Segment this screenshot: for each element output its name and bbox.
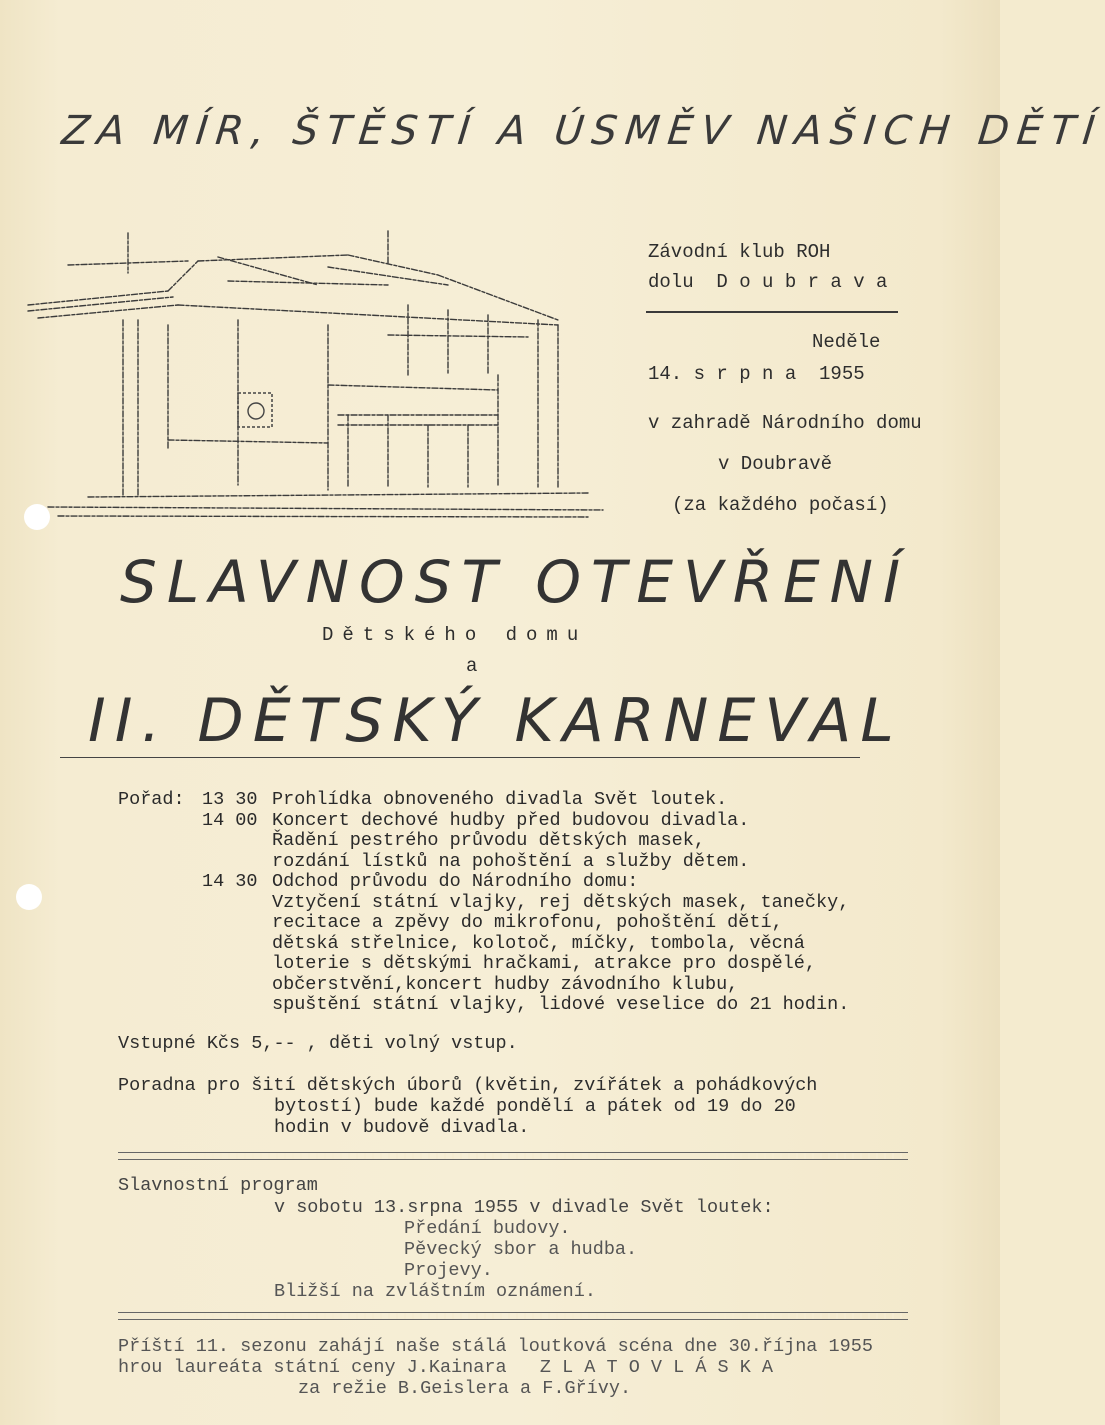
admission-line	[118, 1034, 518, 1054]
main-title: SLAVNOST OTEVŘENÍ	[120, 548, 911, 616]
admission-note: , děti volný vstup.	[306, 1033, 518, 1054]
program-line: loterie s dětskými hračkami, atrakce pro dospělé,	[272, 953, 816, 974]
festive-when: v sobotu 13.srpna 1955 v divadle Svět loutek:	[274, 1197, 774, 1218]
subtitle-childrens-house: Dětského domu	[322, 624, 588, 646]
program-line: občerstvění,koncert hudby závodního klubu,	[272, 973, 739, 995]
program-line: dětská střelnice, kolotoč, míčky, tombola, věcná	[272, 932, 805, 954]
festive-note: Bližší na zvláštním oznámení.	[274, 1281, 596, 1302]
program-time: 14 30	[202, 871, 258, 892]
event-date: 14. s r p n a 1955	[648, 363, 865, 385]
workshop-line-3: hodin v budově divadla.	[274, 1117, 530, 1138]
workshop-line-1: Poradna pro šití dětských úborů (květin, zvířátek a pohádkových	[118, 1075, 818, 1096]
festive-title: Slavnostní program	[118, 1175, 318, 1196]
festive-item: Projevy.	[404, 1260, 493, 1281]
program-line: Prohlídka obnoveného divadla Svět loutek.	[272, 789, 728, 810]
double-dashed-separator	[118, 1152, 908, 1160]
program-line: spuštění státní vlajky, lidové veselice do 21 hodin.	[272, 994, 850, 1015]
program-line: recitace a zpěvy do mikrofonu, pohoštění dětí,	[272, 912, 783, 933]
event-town: v Doubravě	[718, 453, 833, 475]
program-line: rozdání lístků na pohoštění a služby dětem.	[272, 850, 750, 872]
program-line: Vztyčení státní vlajky, rej dětských masek, tanečky,	[272, 891, 850, 913]
event-place: v zahradě Národního domu	[648, 412, 922, 434]
footer-play-title: Z L A T O V L Á S K A	[539, 1357, 774, 1378]
program-time: 14 00	[202, 809, 258, 831]
workshop-line-2: bytostí) bude každé pondělí a pátek od 19 do 20	[274, 1096, 796, 1117]
program-section	[118, 790, 849, 1016]
program-line: Řadění pestrého průvodu dětských masek,	[272, 830, 705, 851]
footer-author: hrou laureáta státní ceny J.Kainara	[118, 1357, 507, 1378]
program-line: Koncert dechové hudby před budovou divadla.	[272, 809, 750, 831]
festive-item: Pěvecký sbor a hudba.	[404, 1239, 638, 1260]
festive-item: Předání budovy.	[404, 1218, 571, 1239]
subtitle-conjunction: a	[466, 655, 478, 677]
carnival-title: II. DĚTSKÝ KARNEVAL	[88, 686, 903, 756]
program-label: Pořad:	[118, 789, 185, 810]
organizer-rule	[646, 311, 898, 313]
program-line: Odchod průvodu do Národního domu:	[272, 871, 639, 892]
event-weather-note: (za každého počasí)	[672, 494, 889, 516]
organizer-club: Závodní klub ROH	[648, 241, 831, 263]
admission-label: Vstupné	[118, 1033, 196, 1054]
slogan-headline: ZA MÍR, ŠTĚSTÍ A ÚSMĚV NAŠICH DĚTÍ	[59, 108, 1105, 154]
building-sketch-illustration	[28, 225, 608, 525]
footer-season-line: Příští 11. sezonu zahájí naše stálá loutková scéna dne 30.října 1955	[118, 1336, 873, 1357]
program-time: 13 30	[202, 789, 258, 810]
event-day: Neděle	[812, 331, 881, 353]
punch-hole	[16, 884, 42, 910]
footer-directors: za režie B.Geislera a F.Gřívy.	[298, 1378, 632, 1399]
carnival-underline	[60, 757, 860, 758]
organizer-mine: dolu D o u b r a v a	[648, 271, 888, 293]
admission-price: Kčs 5,--	[206, 1033, 296, 1054]
footer-play-line	[118, 1358, 773, 1378]
double-dashed-separator	[118, 1312, 908, 1320]
